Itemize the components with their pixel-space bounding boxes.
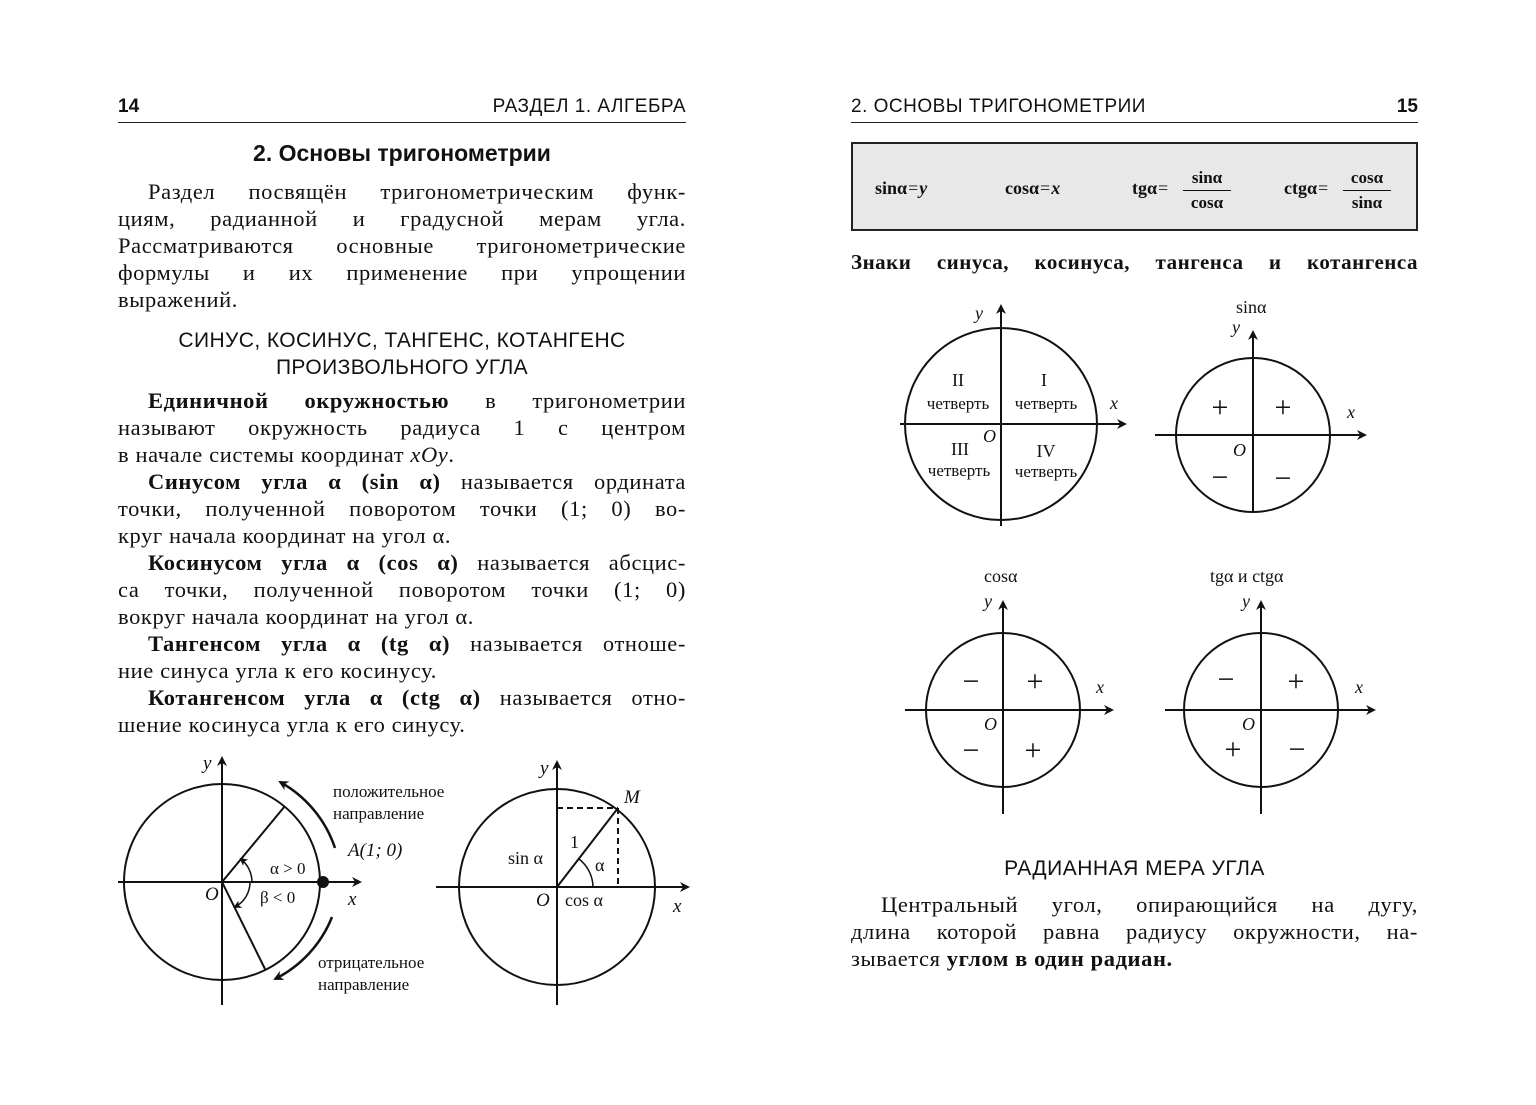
tg-formula bbox=[1132, 178, 1169, 199]
def-line: са точки, полученной поворотом точки (1; 0) bbox=[118, 577, 686, 602]
quadrant-4-sign: − bbox=[1274, 462, 1292, 495]
y-label: y bbox=[1242, 591, 1250, 611]
alpha-label: α bbox=[595, 855, 605, 875]
quadrants-figure bbox=[895, 300, 1135, 530]
alpha-label: α > 0 bbox=[270, 859, 306, 878]
quadrant-ii-number: II bbox=[952, 370, 964, 390]
x-label: x bbox=[1096, 677, 1104, 697]
def-line: вокруг начала координат на угол α. bbox=[118, 604, 474, 629]
alpha-arc bbox=[579, 859, 593, 887]
rhs: y bbox=[919, 178, 928, 198]
def-tangent-line bbox=[118, 630, 686, 657]
cos-label: cos α bbox=[565, 890, 603, 910]
text: называется отноше- bbox=[450, 631, 686, 656]
intro-paragraph bbox=[118, 178, 686, 313]
beta-arc-arrow bbox=[235, 882, 250, 907]
page-number-right: 15 bbox=[1396, 96, 1418, 117]
numerator: cosα bbox=[1343, 166, 1391, 191]
quadrant-1-sign: + bbox=[1274, 391, 1292, 424]
subheading bbox=[118, 327, 686, 381]
point-a bbox=[317, 876, 329, 888]
y-label: y bbox=[984, 591, 992, 611]
quadrant-ii-word: четверть bbox=[926, 394, 990, 413]
term: углом в один радиан bbox=[946, 946, 1167, 971]
alpha-arc-arrow bbox=[241, 859, 252, 882]
def-unit-circle-line bbox=[118, 387, 686, 414]
negative-direction-label: отрицательное bbox=[318, 953, 425, 972]
quadrant-i-word: четверть bbox=[1014, 394, 1078, 413]
quadrant-1-sign: + bbox=[1287, 665, 1305, 698]
denominator: cosα bbox=[1190, 193, 1224, 212]
x-label: x bbox=[1347, 402, 1355, 422]
x-label: x bbox=[1355, 677, 1363, 697]
point-m-label: M bbox=[624, 787, 640, 808]
signs-heading: Знаки синуса, косинуса, тангенса и котангенса bbox=[851, 250, 1418, 274]
origin-label: O bbox=[984, 714, 997, 734]
beta-radius bbox=[222, 882, 265, 969]
quadrant-2-sign: − bbox=[1217, 663, 1235, 696]
radius-label: 1 bbox=[570, 832, 579, 852]
subheading-line: СИНУС, КОСИНУС, ТАНГЕНС, КОТАНГЕНС bbox=[178, 329, 626, 352]
quadrant-3-sign: + bbox=[1224, 733, 1242, 766]
def-line bbox=[118, 441, 686, 468]
cos-signs-figure bbox=[900, 562, 1130, 822]
sin-title: sinα bbox=[1236, 297, 1267, 317]
term: Косинусом угла α (cos α) bbox=[148, 550, 459, 575]
section-title: 2. Основы тригонометрии bbox=[253, 140, 551, 166]
text: называется отно- bbox=[480, 685, 687, 710]
sin-cos-figure bbox=[430, 750, 700, 1015]
header-rule-right bbox=[851, 122, 1418, 123]
equals: = bbox=[908, 178, 919, 198]
quadrant-iv-number: IV bbox=[1036, 441, 1056, 461]
text: называется ордината bbox=[440, 469, 686, 494]
def-cotangent-line bbox=[118, 684, 686, 711]
point-a-label: A(1; 0) bbox=[348, 840, 403, 861]
def-line: точки, полученной поворотом точки (1; 0) во- bbox=[118, 496, 686, 521]
equals: = bbox=[1040, 178, 1051, 198]
definitions bbox=[118, 387, 686, 738]
intro-line: формулы и их применение при упрощении bbox=[118, 260, 686, 285]
sin-label: sin α bbox=[508, 848, 543, 868]
quadrant-4-sign: − bbox=[1288, 733, 1306, 766]
lhs: tgα bbox=[1132, 178, 1158, 198]
rhs: x bbox=[1051, 178, 1061, 198]
def-line: шение косинуса угла к его синусу. bbox=[118, 712, 466, 737]
tg-ctg-signs-figure bbox=[1160, 562, 1390, 822]
radius-to-m bbox=[557, 808, 618, 887]
y-label: y bbox=[540, 758, 549, 779]
y-label: y bbox=[203, 753, 212, 774]
term: Синусом угла α (sin α) bbox=[148, 469, 441, 494]
origin-label: O bbox=[1233, 440, 1246, 460]
origin-label: O bbox=[983, 426, 996, 446]
lhs: sinα bbox=[875, 178, 908, 198]
sin-formula bbox=[875, 178, 927, 199]
radian-line bbox=[851, 945, 1418, 972]
tg-ctg-title: tgα и ctgα bbox=[1210, 566, 1284, 586]
x-label: x bbox=[348, 889, 357, 910]
quadrant-4-sign: + bbox=[1024, 734, 1042, 767]
text: . bbox=[1166, 946, 1173, 971]
origin-label: O bbox=[1242, 714, 1255, 734]
page-number-left: 14 bbox=[118, 96, 140, 117]
positive-direction-label: положительное bbox=[333, 782, 445, 801]
term: Котангенсом угла α (ctg α) bbox=[148, 685, 481, 710]
radian-paragraph bbox=[851, 891, 1418, 972]
equals: = bbox=[1318, 178, 1329, 198]
origin-label: O bbox=[536, 890, 550, 911]
running-head-right: 2. ОСНОВЫ ТРИГОНОМЕТРИИ bbox=[851, 96, 1146, 117]
quadrant-3-sign: − bbox=[962, 734, 980, 767]
radian-line: длина которой равна радиусу окружности, на- bbox=[851, 919, 1418, 944]
positive-direction-label: направление bbox=[333, 804, 425, 823]
positive-direction-arrow bbox=[280, 782, 335, 848]
term: Тангенсом угла α (tg α) bbox=[148, 631, 451, 656]
x-label: x bbox=[673, 896, 682, 917]
cos-title: cosα bbox=[984, 566, 1018, 586]
tg-fraction bbox=[1183, 166, 1231, 215]
quadrant-2-sign: + bbox=[1211, 391, 1229, 424]
ctg-formula bbox=[1284, 178, 1329, 199]
intro-line: выражений. bbox=[118, 287, 238, 312]
var: xOy bbox=[410, 442, 449, 467]
formula-box bbox=[851, 142, 1418, 231]
y-label: y bbox=[1232, 317, 1240, 337]
subheading-line: ПРОИЗВОЛЬНОГО УГЛА bbox=[275, 356, 529, 379]
def-sine-line bbox=[118, 468, 686, 495]
cos-formula bbox=[1005, 178, 1060, 199]
y-label: y bbox=[975, 303, 983, 323]
radian-heading: РАДИАННАЯ МЕРА УГЛА bbox=[1004, 857, 1265, 880]
text: зывается bbox=[851, 946, 947, 971]
quadrant-i-number: I bbox=[1041, 370, 1047, 390]
header-rule-left bbox=[118, 122, 686, 123]
quadrant-iii-word: четверть bbox=[927, 461, 991, 480]
def-line: круг начала координат на угол α. bbox=[118, 523, 452, 548]
quadrant-3-sign: − bbox=[1211, 461, 1229, 494]
term: Единичной окружностью bbox=[148, 388, 450, 413]
intro-line: Рассматриваются основные тригонометрические bbox=[118, 233, 686, 258]
ctg-fraction bbox=[1343, 166, 1391, 215]
x-label: x bbox=[1110, 393, 1118, 413]
radian-line: Центральный угол, опирающийся на дугу, bbox=[881, 892, 1418, 917]
negative-direction-label: направление bbox=[318, 975, 410, 994]
running-head-left: РАЗДЕЛ 1. АЛГЕБРА bbox=[492, 96, 686, 117]
equals: = bbox=[1158, 178, 1169, 198]
lhs: ctgα bbox=[1284, 178, 1318, 198]
quadrant-iii-number: III bbox=[951, 439, 969, 459]
intro-line: циям, радианной и градусной мерам угла. bbox=[118, 206, 686, 231]
def-line: называют окружность радиуса 1 с центром bbox=[118, 415, 686, 440]
quadrant-iv-word: четверть bbox=[1014, 462, 1078, 481]
text: в начале системы координат bbox=[118, 442, 411, 467]
def-line: ние синуса угла к его косинусу. bbox=[118, 658, 437, 683]
lhs: cosα bbox=[1005, 178, 1040, 198]
quadrant-1-sign: + bbox=[1026, 665, 1044, 698]
denominator: sinα bbox=[1351, 193, 1383, 212]
def-cosine-line bbox=[118, 549, 686, 576]
numerator: sinα bbox=[1183, 166, 1231, 191]
origin-label: O bbox=[205, 884, 219, 905]
text: . bbox=[448, 442, 455, 467]
intro-line: Раздел посвящён тригонометрическим функ- bbox=[148, 179, 686, 204]
text: называется абсцис- bbox=[458, 550, 686, 575]
text: в тригонометрии bbox=[449, 388, 686, 413]
beta-label: β < 0 bbox=[260, 888, 296, 907]
quadrant-2-sign: − bbox=[962, 665, 980, 698]
sin-signs-figure bbox=[1150, 290, 1380, 520]
